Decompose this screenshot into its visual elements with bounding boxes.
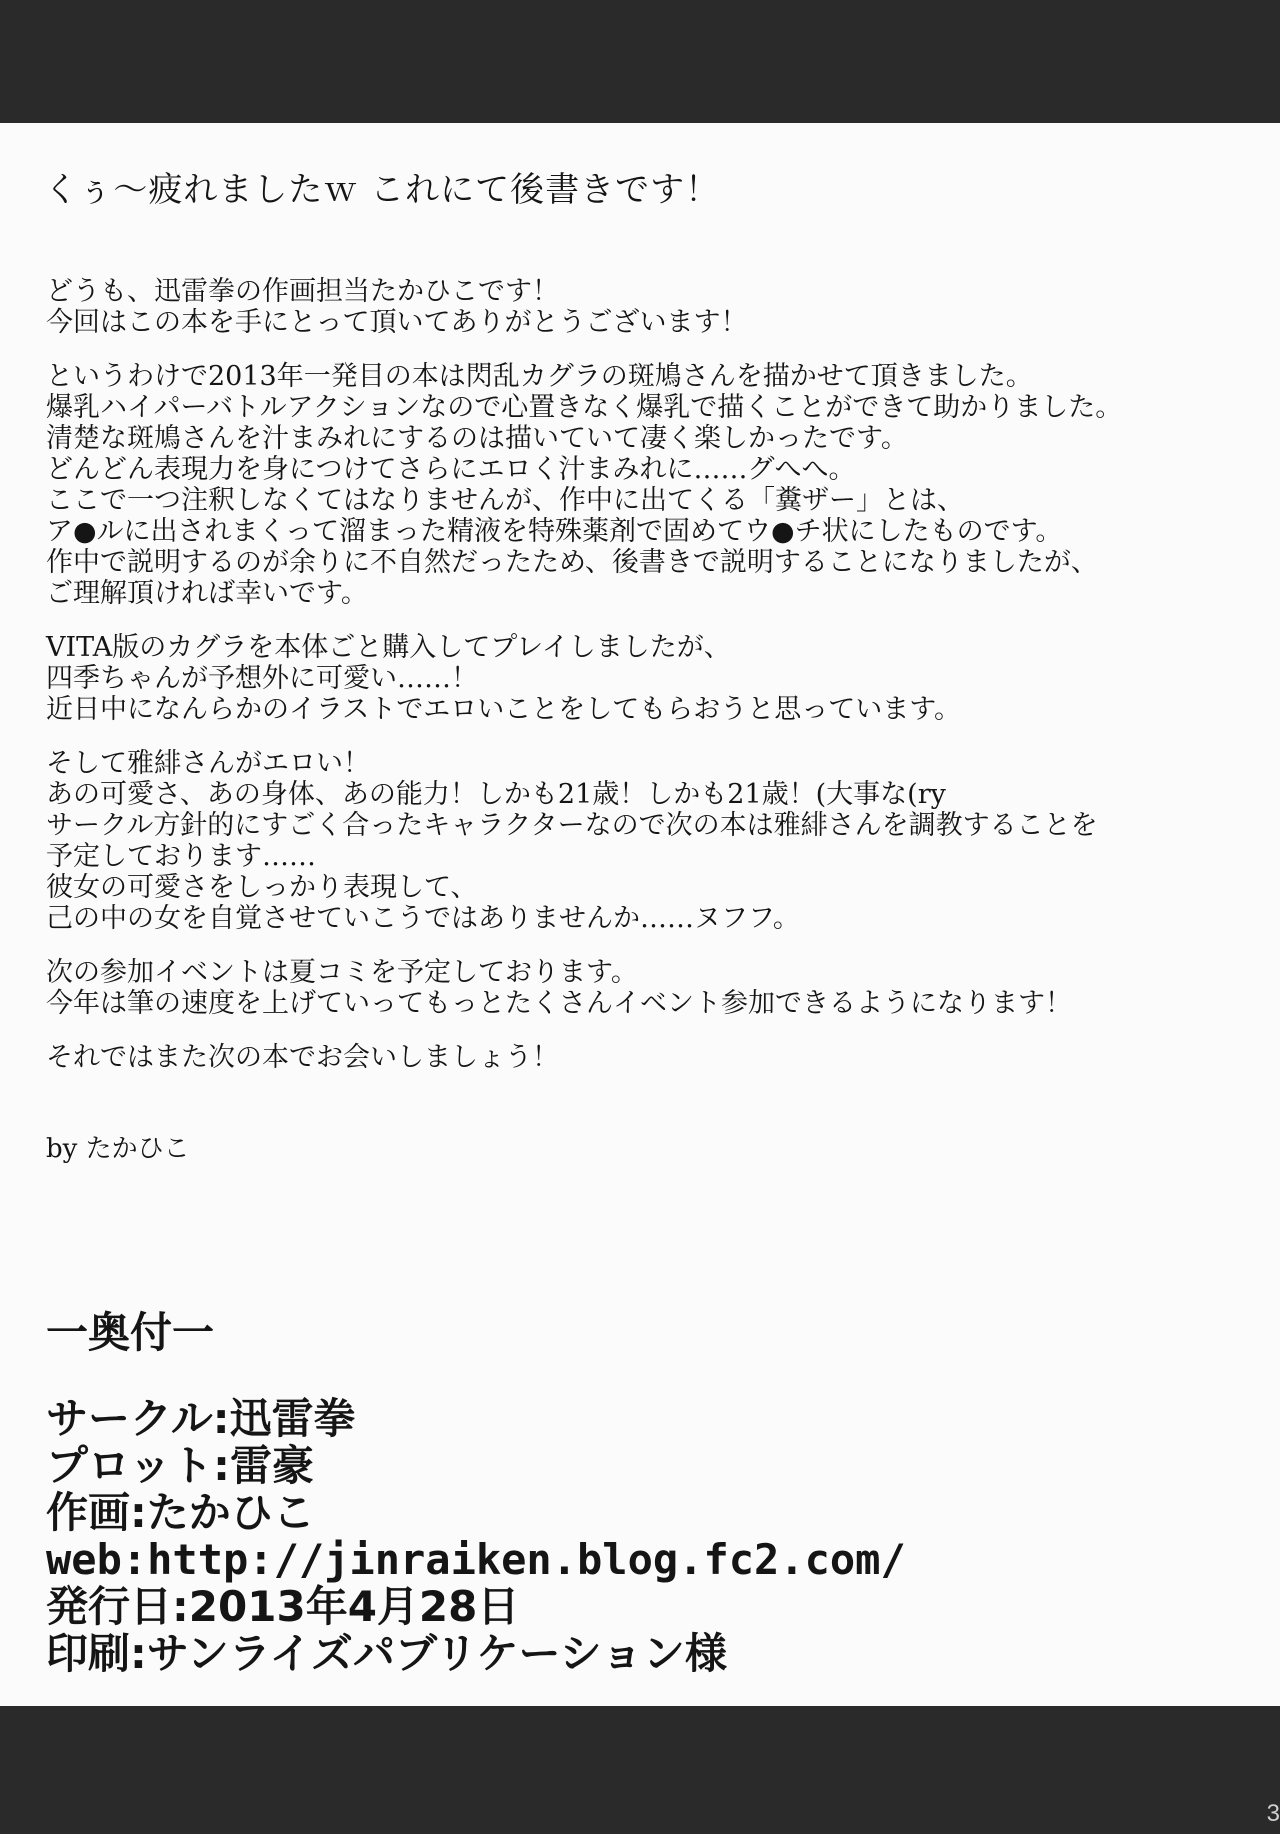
text-line: 己の中の女を自覚させていこうではありませんか……ヌフフ。 <box>46 903 800 934</box>
colophon-art: 作画:たかひこ <box>46 1488 315 1537</box>
text-line: どうも、迅雷拳の作画担当たかひこです！ <box>46 276 559 307</box>
paragraph-closing <box>46 1042 1246 1073</box>
colophon-circle: サークル:迅雷拳 <box>46 1394 356 1443</box>
text-line: 次の参加イベントは夏コミを予定しております。 <box>46 957 638 988</box>
paragraph-about-book <box>46 361 1246 609</box>
paragraph-events <box>46 957 1246 1019</box>
text-line: 彼女の可愛さをしっかり表現して、 <box>46 872 478 903</box>
text-line: ご理解頂ければ幸いです。 <box>46 578 368 609</box>
paragraph-next-book <box>46 748 1246 934</box>
top-border-bar <box>0 0 1280 123</box>
text-line: ア●ルに出されまくって溜まった精液を特殊薬剤で固めてウ●チ状にしたものです。 <box>46 516 1063 547</box>
text-line: それではまた次の本でお会いしましょう！ <box>46 1042 559 1073</box>
text-line: あの可愛さ、あの身体、あの能力！しかも21歳！しかも21歳！(大事な(ry <box>46 779 946 810</box>
text-line: 爆乳ハイパーバトルアクションなので心置きなく爆乳で描くことができて助かりました。 <box>46 392 1123 423</box>
text-line: 四季ちゃんが予想外に可愛い……！ <box>46 663 478 694</box>
colophon <box>46 1395 906 1677</box>
colophon-web: web:http://jinraiken.blog.fc2.com/ <box>46 1535 906 1584</box>
text-line: 予定しております…… <box>46 841 316 872</box>
text-line: どんどん表現力を身につけてさらにエロく汁まみれに……グへへ。 <box>46 454 856 485</box>
text-line: VITA版のカグラを本体ごと購入してプレイしましたが、 <box>46 632 731 663</box>
text-line: 作中で説明するのが余りに不自然だったため、後書きで説明することになりましたが、 <box>46 547 1098 578</box>
bottom-border-bar <box>0 1706 1280 1834</box>
afterword-headline: くぅ～疲れましたｗ これにて後書きです！ <box>44 170 721 210</box>
paragraph-vita <box>46 632 1246 725</box>
paragraph-greeting <box>46 276 1246 338</box>
text-line: というわけで2013年一発目の本は閃乱カグラの斑鳩さんを描かせて頂きました。 <box>46 361 1033 392</box>
page-number: 3 <box>1266 1800 1280 1827</box>
afterword-body <box>46 276 1246 1096</box>
text-line: 清楚な斑鳩さんを汁まみれにするのは描いていて凄く楽しかったです。 <box>46 423 908 454</box>
author-signature: by たかひこ <box>46 1134 190 1164</box>
text-line: 今年は筆の速度を上げていってもっとたくさんイベント参加できるようになります！ <box>46 988 1072 1019</box>
colophon-plot: プロット:雷豪 <box>46 1441 314 1490</box>
text-line: ここで一つ注釈しなくてはなりませんが、作中に出てくる「糞ザー」とは、 <box>46 485 964 516</box>
text-line: 近日中になんらかのイラストでエロいことをしてもらおうと思っています。 <box>46 694 962 725</box>
text-line: 今回はこの本を手にとって頂いてありがとうございます！ <box>46 307 748 338</box>
colophon-date: 発行日:2013年4月28日 <box>46 1582 520 1631</box>
colophon-title: 一奥付一 <box>46 1308 215 1357</box>
text-line: そして雅緋さんがエロい！ <box>46 748 370 779</box>
colophon-printer: 印刷:サンライズパブリケーション様 <box>46 1629 727 1678</box>
text-line: サークル方針的にすごく合ったキャラクターなので次の本は雅緋さんを調教することを <box>46 810 1098 841</box>
